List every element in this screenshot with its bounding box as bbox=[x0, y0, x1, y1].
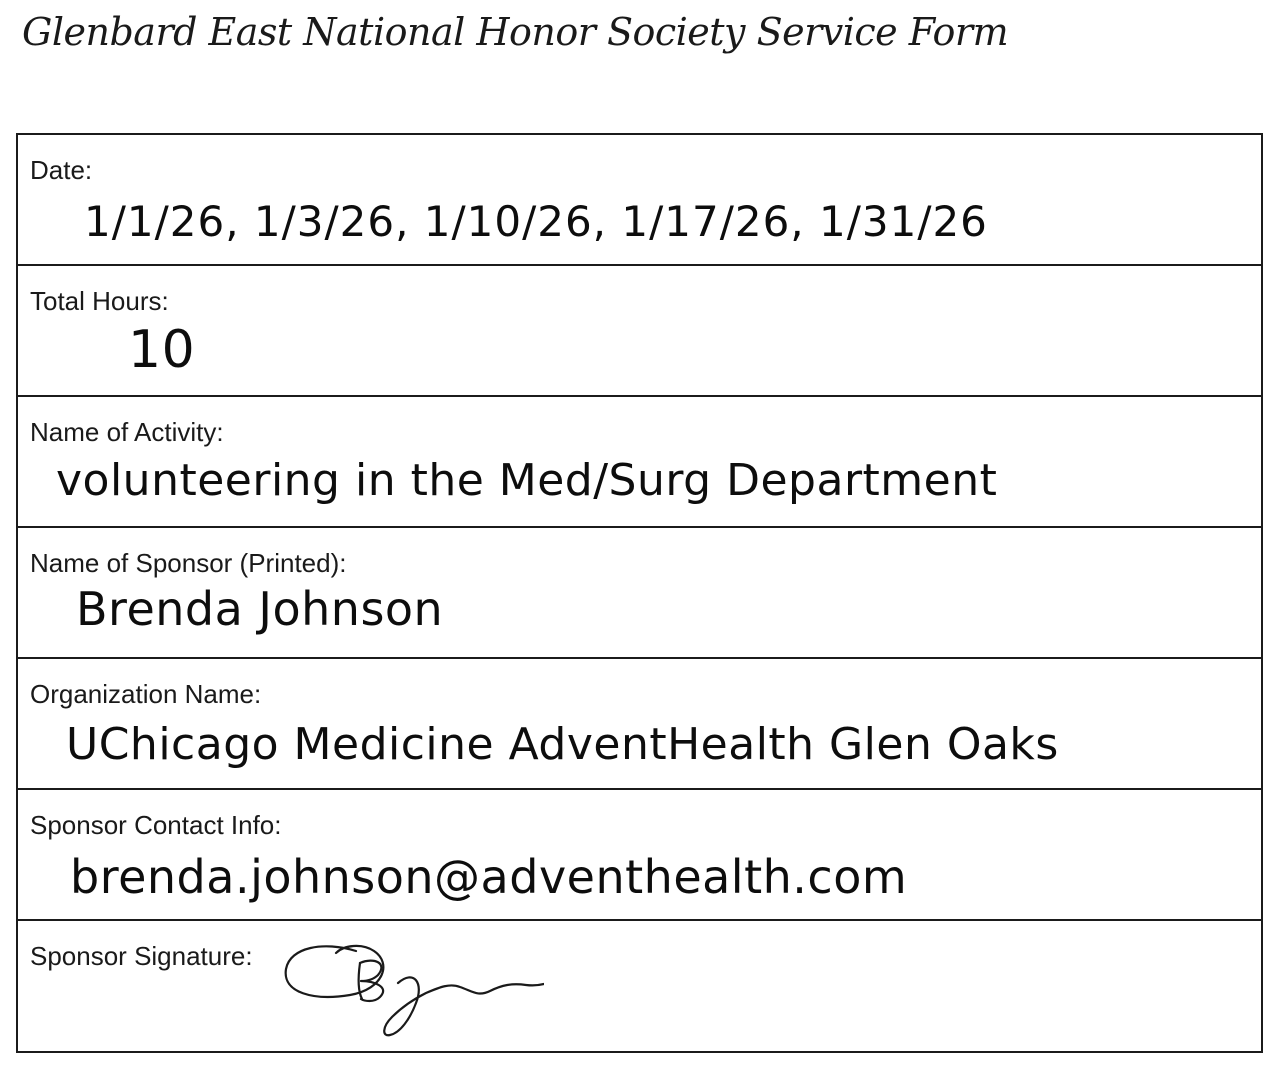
organization-name-label: Organization Name: bbox=[30, 679, 262, 709]
sponsor-contact-row bbox=[18, 790, 1261, 921]
date-value: 1/1/26, 1/3/26, 1/10/26, 1/17/26, 1/31/26 bbox=[84, 197, 988, 246]
date-row bbox=[18, 135, 1261, 266]
date-label: Date: bbox=[30, 155, 93, 185]
sponsor-signature-label: Sponsor Signature: bbox=[30, 941, 253, 971]
organization-name-row bbox=[18, 659, 1261, 790]
activity-name-label: Name of Activity: bbox=[30, 417, 224, 447]
sponsor-signature-image bbox=[264, 933, 544, 1043]
organization-name-value: UChicago Medicine AdventHealth Glen Oaks bbox=[66, 719, 1059, 770]
service-form-table bbox=[16, 133, 1263, 1053]
sponsor-name-label: Name of Sponsor (Printed): bbox=[30, 548, 347, 578]
total-hours-row bbox=[18, 266, 1261, 397]
activity-name-value: volunteering in the Med/Surg Department bbox=[56, 455, 998, 506]
sponsor-name-row bbox=[18, 528, 1261, 659]
page-title: Glenbard East National Honor Society Service Form bbox=[22, 10, 1009, 54]
sponsor-name-value: Brenda Johnson bbox=[76, 582, 444, 636]
total-hours-value: 10 bbox=[128, 320, 196, 380]
sponsor-contact-value: brenda.johnson@adventhealth.com bbox=[70, 850, 908, 904]
sponsor-contact-label: Sponsor Contact Info: bbox=[30, 810, 282, 840]
sponsor-signature-row bbox=[18, 921, 1261, 1051]
activity-name-row bbox=[18, 397, 1261, 528]
total-hours-label: Total Hours: bbox=[30, 286, 169, 316]
